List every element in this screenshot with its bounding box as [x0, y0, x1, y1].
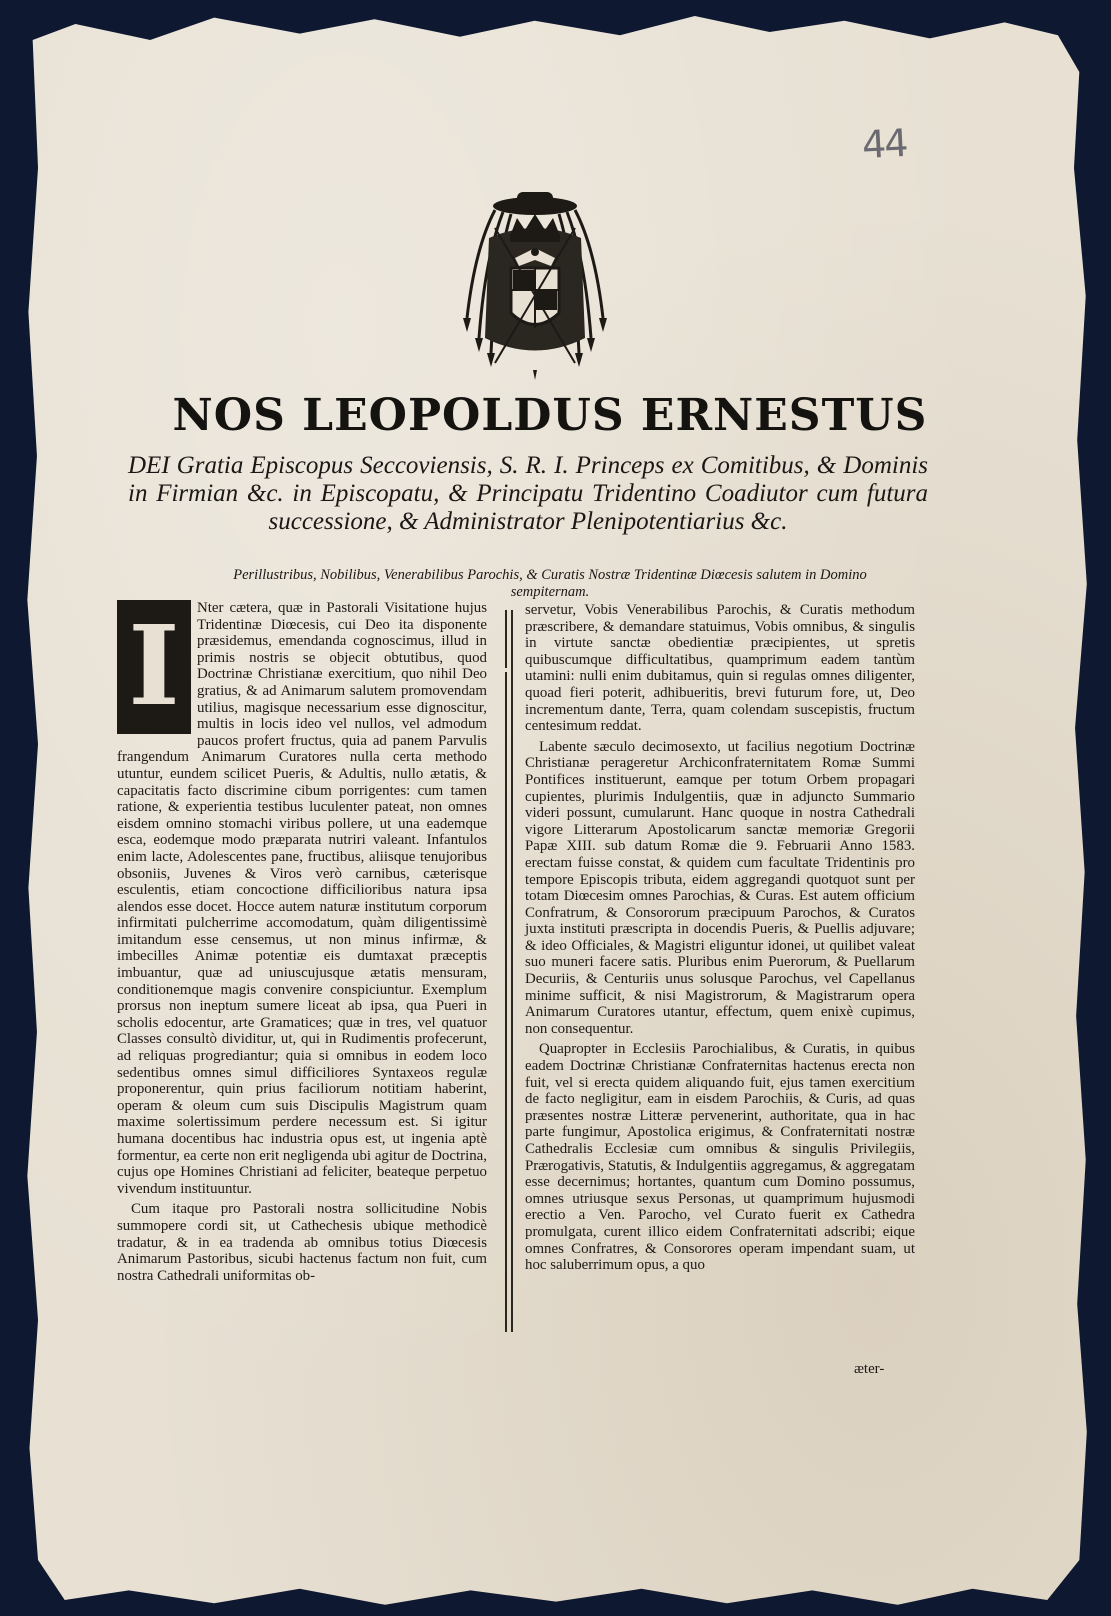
document-title: NOS LEOPOLDUS ERNESTUS [172, 390, 928, 441]
catchword: æter- [854, 1361, 885, 1377]
paragraph-cum-itaque: Cum itaque pro Pastorali nostra sollicitudine Nobis summopere cordi sit, ut Cathechesis ubique methodicè tradatur, & in ea tradenda ab omnibus totius Diœcesis Animarum Pastoribus, sicubi hactenus factum non fuit, cum nostra Cathedrali uniformitas ob- [117, 1201, 487, 1284]
decorated-initial-letter: I [117, 600, 191, 734]
column-divider [505, 672, 507, 1332]
paragraph-intro: Nter cætera, quæ in Pastorali Visitatione hujus Tridentinæ Diœcesis, cui Deo ita disponente præsidemus, emendanda cognoscimus, illud in primis nostris se objecit obtutibus, quod Doctrinæ Christianæ exercitium, quo nihil Deo gratius, & ad Animarum salutem promovendam utilius, magisque necessarium esse dignoscitur, multis in locis ideo vel nullos, vel admodum paucos profert fructus, quia ad panem Parvulis frangendum Animarum Curatores nulla certa methodo utuntur, eundem scilicet Pueris, & Adultis, nullo ætatis, & capacitatis facto discrimine cibum porrigentes: cum tamen ratione, & experientia testibus luculenter pateat, non omnes eisdem omnino stomachi viribus pollere, ut una eademque esca, eodemque modo præparata nutriri valeant. Infantulos enim lacte, Adolescentes pane, fructibus, aliisque tenujoribus obsoniis, Juvenes & Viros verò carnibus, cæterisque esculentis, etiam concoctione difficilioribus natura ipsa alendos esse docet. Hocce autem naturæ institutum corporum infirmitati pulcherrime accomodatum, quàm diligentissimè imitandum esse censemus, ut non minus infirmæ, & imbecilles Animæ potentiæ eis dumtaxat præceptis imbuantur, quæ ad uniuscujusque ætatis mensuram, conditionemque magis convenire conspiciuntur. Exemplum prorsus non ineptum sumere liceat ab ipsa, qua Pueri in scholis edocentur, arte Gramatices; quæ in tres, vel quatuor Classes consultò dividitur, ut, qui in Rudimentis profecerunt, ad reliquas progrediantur; quia si omnibus in eodem loco sedentibus omnes simul difficiliores Syntaxeos regulæ proponerentur, quin prius faciliorum notitiam haberint, operam & oleum cum suis Discipulis Magistrum quam maxime solertissimum perdere necessum est. Si igitur humana docentibus hac industria opus est, ut ingenia aptè formentur, ea certe non erit negligenda ubi agitur de Doctrina, cujus ope Homines Christiani ad feliciter, beateque perpetuo vivendum instituuntur. [117, 600, 487, 1197]
column-divider-top [505, 610, 507, 668]
left-text-column [117, 600, 487, 1320]
right-text-column [525, 602, 915, 1342]
paragraph-quapropter: Quapropter in Ecclesiis Parochialibus, & Curatis, in quibus eadem Doctrinæ Christianæ Confraternitas hactenus erecta non fuit, vel si erecta quidem aliquando fuit, ejus tamen exercitium de facto negligitur, eam in eisdem Parochiis, & Curis, ad quas præsentes nostræ Litteræ pervenerint, authoritate, qua in hac parte fungimur, Apostolica erigimus, & Confraternitati nostræ Cathedralis Ecclesiæ cum omnibus & singulis Privilegiis, Prærogativis, Statutis, & Indulgentiis aggregamus, & aggregatam esse decernimus; hortantes, quantum cum Domino possumus, omnes utriusque sexus Personas, ut quamprimum hujusmodi erectio a Ven. Parocho, vel Curato fuerit ex Cathedra promulgata, curent illico eidem Confraternitati adscribi; eique omnes Confratres, & Consorores operam impendant suam, ut hoc saluberrimum opus, a quo [525, 1041, 915, 1274]
column-divider-inner [511, 610, 513, 1332]
coat-of-arms-emblem [455, 188, 615, 388]
paragraph-labente: Labente sæculo decimosexto, ut facilius negotium Doctrinæ Christianæ perageretur Archiconfraternitatem Romæ Summi Pontifices instituerunt, eamque per totum Orbem propagari cupientes, plurimis Indulgentiis, quæ in adjuncto Summario videri possunt, cumularunt. Hanc quoque in nostra Cathedrali vigore Litterarum Apostolicarum sanctæ memoriæ Gregorii Papæ XIII. sub datum Romæ die 9. Februarii Anno 1583. erectam fuisse constat, & quidem cum facultate Tridentinis pro tempore Episcopis tributa, eidem aggregandi quotquot sunt per totam Diœcesim omnes Parochias, & Curas. Est autem officium Confratrum, & Consororum præcipuum Parochos, & Curatos juxta instituti præscripta in docendis Pueris, & Puellis adjuvare; & ideo Officiales, & Magistri eliguntur idonei, ut quilibet valeat suo muneri facere satis. Pluribus enim Puerorum, & Puellarum Decuriis, & Centuriis unus solusque Parochus, vel Capellanus minime sufficit, & nisi Magistrorum, & Magistrarum opera Animarum Curatores utantur, effectum, quem enixè cupimus, non consequentur. [525, 738, 915, 1037]
handwritten-page-number: 44 [860, 120, 908, 168]
document-subtitle: DEI Gratia Episcopus Seccoviensis, S. R. I. Princeps ex Comitibus, & Dominis in Firmian &c. in Episcopatu, & Principatu Tridentino Coadiutor cum futura successione, & Administrator Plenipotentiarius &c. [128, 452, 928, 535]
salutation-address: Perillustribus, Nobilibus, Venerabilibus Parochis, & Curatis Nostræ Tridentinæ Diœcesis salutem in Domino sempiternam. [233, 567, 867, 600]
paragraph-servetur: servetur, Vobis Venerabilibus Parochis, & Curatis methodum præscribere, & demandare statuimus, Vobis omnibus, & singulis in virtute sanctæ obedientiæ præcipientes, ut spretis quibuscumque difficultatibus, quamprimum eadem tantùm utamini: nulli enim dubitamus, quin si regulas omnes diligenter, quoad fieri poterit, adhibueritis, brevi futurum fore, ut, Deo incrementum dante, Terra, quam colendam suscepistis, fructum centesimum reddat. [525, 602, 915, 735]
